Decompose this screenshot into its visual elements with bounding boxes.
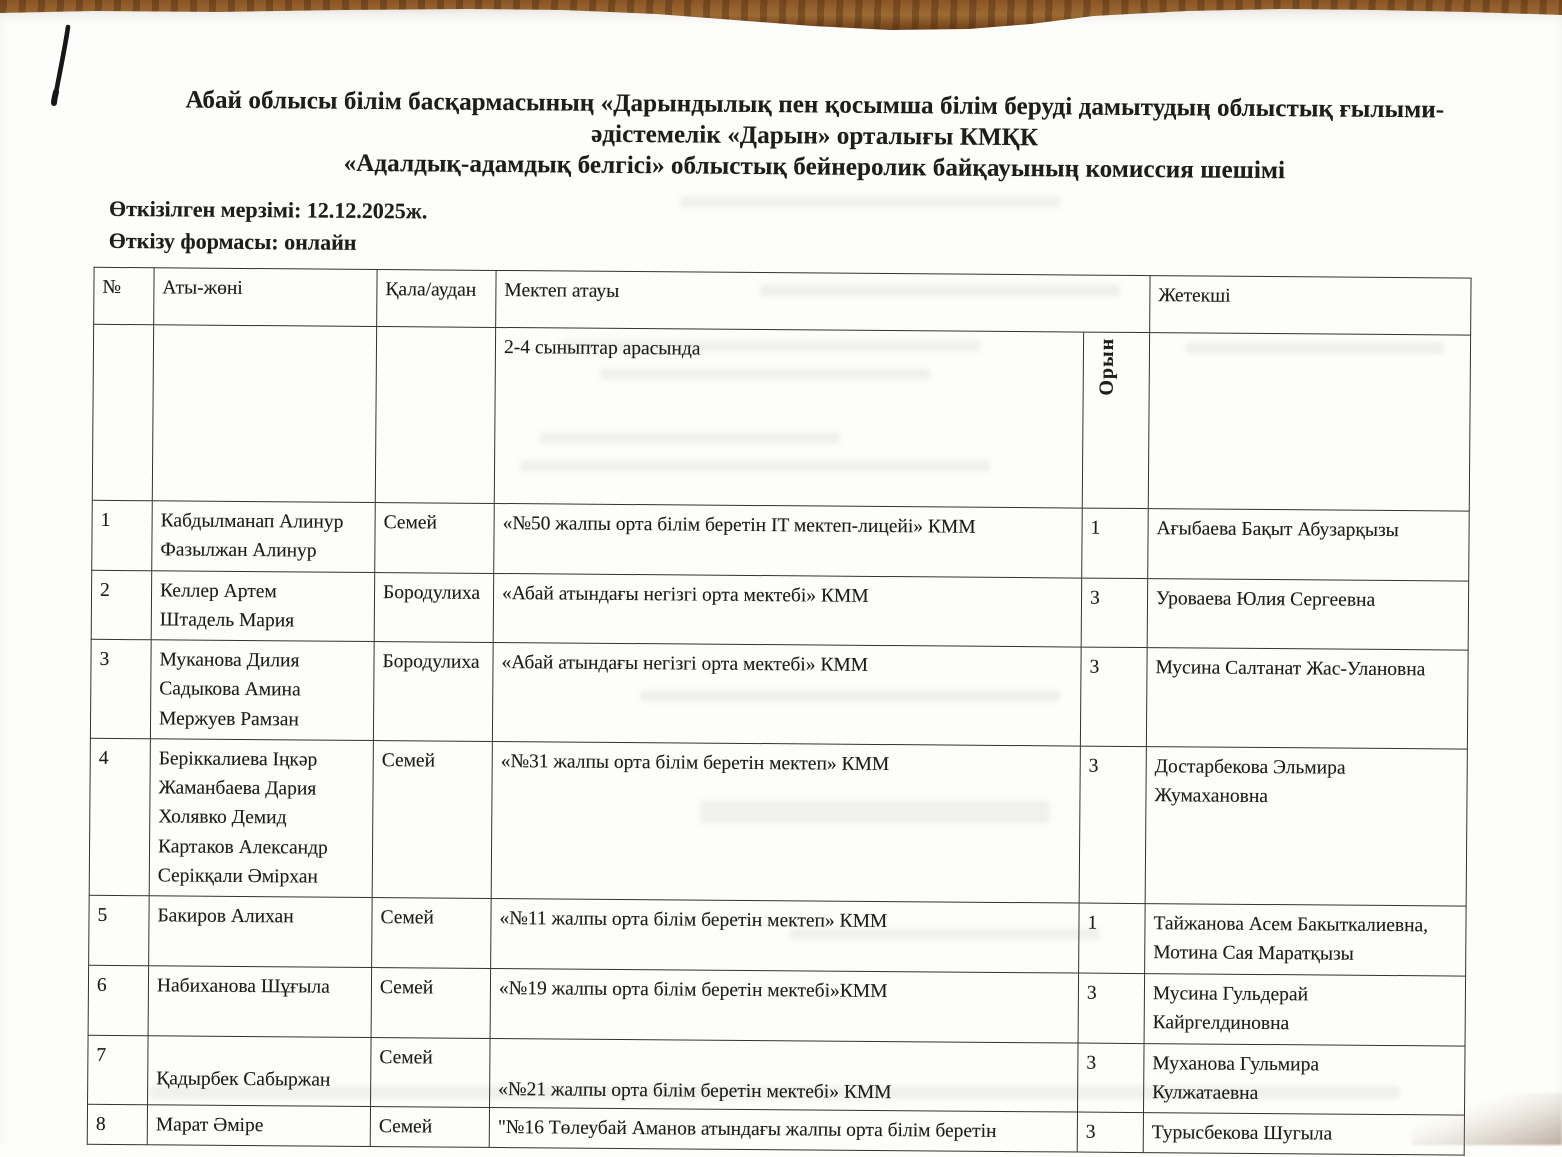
table-row xyxy=(89,738,1467,906)
document-title xyxy=(129,84,1500,188)
cell-school: «№19 жалпы орта білім беретін мектебі»КММ xyxy=(490,968,1079,1043)
empty-cell xyxy=(375,327,495,504)
cell-place: 3 xyxy=(1080,647,1147,746)
cell-place: 3 xyxy=(1079,746,1146,904)
cell-city: Семей xyxy=(375,503,495,573)
title-line-2: әдістемелік «Дарын» орталығы КМҚК xyxy=(591,120,1039,152)
cell-school: «Абай атындағы негізгі орта мектебі» КММ xyxy=(492,642,1081,745)
title-line-3: «Адалдық-адамдық белгісі» облыстық бейнеролик байқауының комиссия шешімі xyxy=(343,149,1286,185)
cell-school: «№31 жалпы орта білім беретін мектеп» КММ xyxy=(491,741,1080,903)
cell-place: 1 xyxy=(1079,903,1146,973)
cell-names: Беріккалиева Іңкәр Жаманбаева Дария Холявко Демид Картаков Александр Серікқали Әмірхан xyxy=(149,739,373,898)
cell-num: 8 xyxy=(87,1104,147,1145)
cell-supervisor: Тайжанова Асем Бакыткалиевна, Мотина Сая Маратқызы xyxy=(1145,904,1467,976)
title-line-1: Абай облысы білім басқармасының «Дарындылық пен қосымша білім беруді дамытудың облыстық ғылыми- xyxy=(185,86,1445,124)
results-table xyxy=(87,267,1472,1156)
cell-school: "№16 Төлеубай Аманов атындағы жалпы орта білім беретін xyxy=(489,1107,1077,1152)
cell-city: Семей xyxy=(372,740,492,898)
cell-supervisor: Достарбекова Эльмира Жумахановна xyxy=(1145,746,1467,906)
meta-date: Өткізілген мерзімі: 12.12.2025ж. xyxy=(108,195,428,224)
table-row xyxy=(88,965,1466,1046)
cell-supervisor: Уроваева Юлия Сергеевна xyxy=(1147,578,1469,650)
cell-place: 3 xyxy=(1078,973,1145,1044)
cell-city: Семей xyxy=(371,967,491,1038)
empty-cell xyxy=(1148,333,1470,512)
col-header-place xyxy=(1082,332,1149,509)
cell-place: 3 xyxy=(1077,1112,1143,1153)
cell-school: «Абай атындағы негізгі орта мектебі» КММ xyxy=(493,573,1082,647)
col-header-name: Аты-жөні xyxy=(154,268,377,327)
empty-cell xyxy=(152,325,376,503)
cell-school: «№50 жалпы орта білім беретін IT мектеп-лицейі» КММ xyxy=(494,503,1083,577)
desk-wood-corner xyxy=(1412,1093,1562,1145)
table-row xyxy=(89,895,1467,975)
cell-supervisor: Мусина Гульдерай Кайргелдиновна xyxy=(1144,973,1466,1046)
meta-block xyxy=(109,193,1561,268)
cell-num: 6 xyxy=(88,965,149,1035)
cell-num: 7 xyxy=(88,1035,149,1105)
table-row xyxy=(90,639,1468,749)
cell-school: «№21 жалпы орта білім беретін мектебі» КММ xyxy=(490,1038,1079,1112)
cell-school: «№11 жалпы орта білім беретін мектеп» КММ xyxy=(491,898,1080,972)
cell-city: Семей xyxy=(371,1037,491,1107)
table-row xyxy=(91,570,1469,650)
section-row xyxy=(92,324,1470,511)
cell-supervisor: Ағыбаева Бақыт Абузарқызы xyxy=(1148,509,1470,581)
col-header-city: Қала/аудан xyxy=(377,270,496,328)
cell-names: Набиханова Шұғыла xyxy=(148,965,372,1037)
cell-num: 1 xyxy=(92,500,153,570)
cell-supervisor: Муханова Гульмира Кулжатаевна xyxy=(1144,1043,1466,1115)
cell-names: Қадырбек Сабыржан xyxy=(148,1035,372,1106)
cell-place: 1 xyxy=(1082,508,1149,578)
cell-place: 3 xyxy=(1081,578,1148,648)
cell-supervisor: Мусина Салтанат Жас-Улановна xyxy=(1146,648,1468,749)
cell-supervisor: Турысбекова Шугыла xyxy=(1143,1113,1464,1156)
cell-names: Марат Әміре xyxy=(147,1105,370,1147)
cell-names: Келлер Артем Штадель Мария xyxy=(151,570,375,641)
table-row xyxy=(88,1035,1466,1115)
cell-city: Бородулиха xyxy=(374,572,494,642)
place-header-vertical-text: Орын xyxy=(1095,337,1119,396)
cell-num: 4 xyxy=(89,738,150,896)
cell-num: 3 xyxy=(90,639,151,738)
cell-city: Семей xyxy=(372,898,492,968)
cell-names: Муканова Дилия Садыкова Амина Мержуев Рамзан xyxy=(150,640,374,740)
cell-names: Кабдылманап Алинур Фазылжан Алинур xyxy=(152,501,376,572)
cell-num: 2 xyxy=(91,570,152,640)
cell-names: Бакиров Алихан xyxy=(149,896,373,967)
cell-place: 3 xyxy=(1078,1043,1145,1113)
empty-cell xyxy=(92,324,153,500)
col-header-num: № xyxy=(94,267,154,324)
cell-num: 5 xyxy=(89,895,150,965)
cell-city: Семей xyxy=(370,1106,489,1147)
meta-format: Өткізу формасы: онлайн xyxy=(108,227,357,255)
cell-city: Бородулиха xyxy=(373,642,493,742)
col-header-school: Мектеп атауы xyxy=(496,270,1150,332)
section-label: 2-4 сыныптар арасында xyxy=(494,327,1083,508)
col-header-supervisor: Жетекші xyxy=(1150,276,1471,336)
table-row xyxy=(92,500,1470,580)
